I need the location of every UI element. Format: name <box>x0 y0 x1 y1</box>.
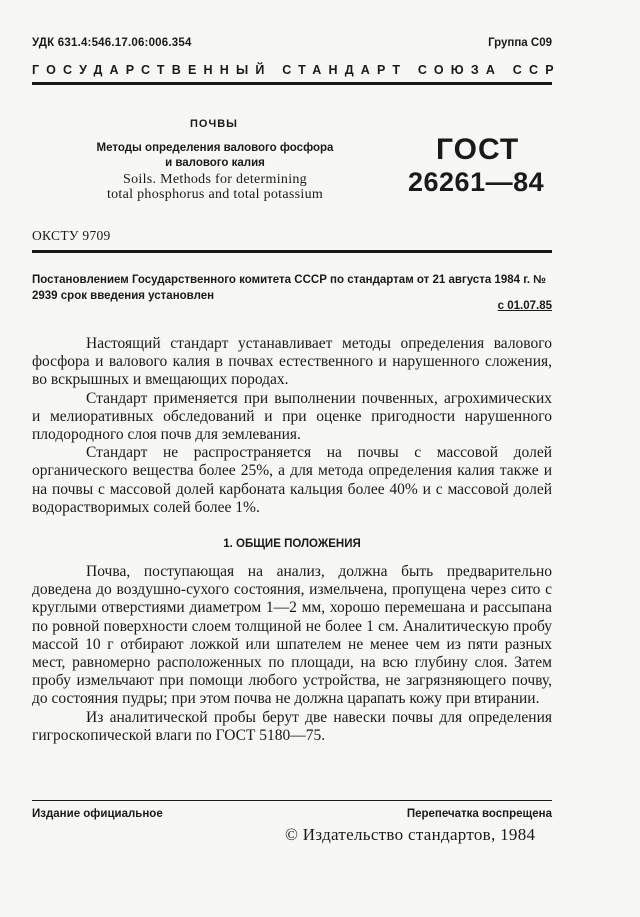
footer-rule <box>32 800 552 801</box>
paragraph: Настоящий стандарт устанавливает методы определения валового фосфора и валового калия в почвах естественного и нарушенного сложения, во вскрышных и вмещающих породах. <box>32 335 552 389</box>
state-standard-banner: ГОСУДАРСТВЕННЫЙ СТАНДАРТ СОЮЗА ССР <box>32 63 561 77</box>
title-russian-line2: и валового калия <box>165 157 265 169</box>
header-rule <box>32 82 552 85</box>
publisher: Издательство стандартов, 1984 <box>302 825 536 844</box>
title-block-rule <box>32 250 552 253</box>
effective-date: с 01.07.85 <box>497 300 552 312</box>
official-edition: Издание официальное <box>32 808 163 820</box>
paragraph: Из аналитической пробы берут две навески почвы для определения гигроскопической влаги по ГОСТ 5180—75. <box>32 708 552 744</box>
document-category: ПОЧВЫ <box>190 118 238 130</box>
paragraph: Стандарт применяется при выполнении почвенных, агрохимических и мелиоративных обследований и при оценке пригодности нарушенного плодородного слоя почв для землевания. <box>32 389 552 444</box>
copyright-icon: © <box>285 825 299 844</box>
title-english-line2: total phosphorus and total potassium <box>106 187 324 202</box>
udk-code: УДК 631.4:546.17.06:006.354 <box>32 37 192 49</box>
decree-text: Постановлением Государственного комитета СССР по стандартам от 21 августа 1984 г. № 2939 срок введения установлен <box>32 274 547 302</box>
gost-label: ГОСТ <box>436 133 520 166</box>
paragraph: Стандарт не распространяется на почвы с массовой долей органического вещества более 25%, а для метода определения калия также и на почвы с массовой долей карбоната кальция более 40% и с массовой долей водорастворимых солей более 1%. <box>32 444 552 516</box>
paragraph: Почва, поступающая на анализ, должна быть предварительно доведена до воздушно-сухого состояния, измельчена, пропущена через сито с круглыми отверстиями диаметром 1—2 мм, хорошо перемешана и рассыпана по ровной поверхности слоем толщиной не более 1 см. Аналитическую пробу массой 10 г отбирают ложкой или шпателем не менее чем из пяти разных мест, равномерно расположенных по площади, на всю глубину слоя. Затем пробу измельчают при помощи любого устройства, не загрязняющего почву, до состояния пудры; при этом почва не должна царапать кожу при втирании. <box>32 563 552 708</box>
intro-text <box>32 335 552 517</box>
gost-number: 26261—84 <box>408 167 545 197</box>
section-text <box>32 563 552 745</box>
title-russian-line1: Методы определения валового фосфора <box>96 142 334 154</box>
okstu-code: ОКСТУ 9709 <box>32 228 111 243</box>
reprint-notice: Перепечатка воспрещена <box>406 808 552 820</box>
title-english-line1: Soils. Methods for determining <box>123 172 307 187</box>
section-heading: 1. ОБЩИЕ ПОЛОЖЕНИЯ <box>223 538 361 550</box>
title-english <box>60 172 370 202</box>
title-russian <box>60 141 370 171</box>
group-code: Группа С09 <box>488 37 552 49</box>
copyright-line <box>285 825 535 845</box>
